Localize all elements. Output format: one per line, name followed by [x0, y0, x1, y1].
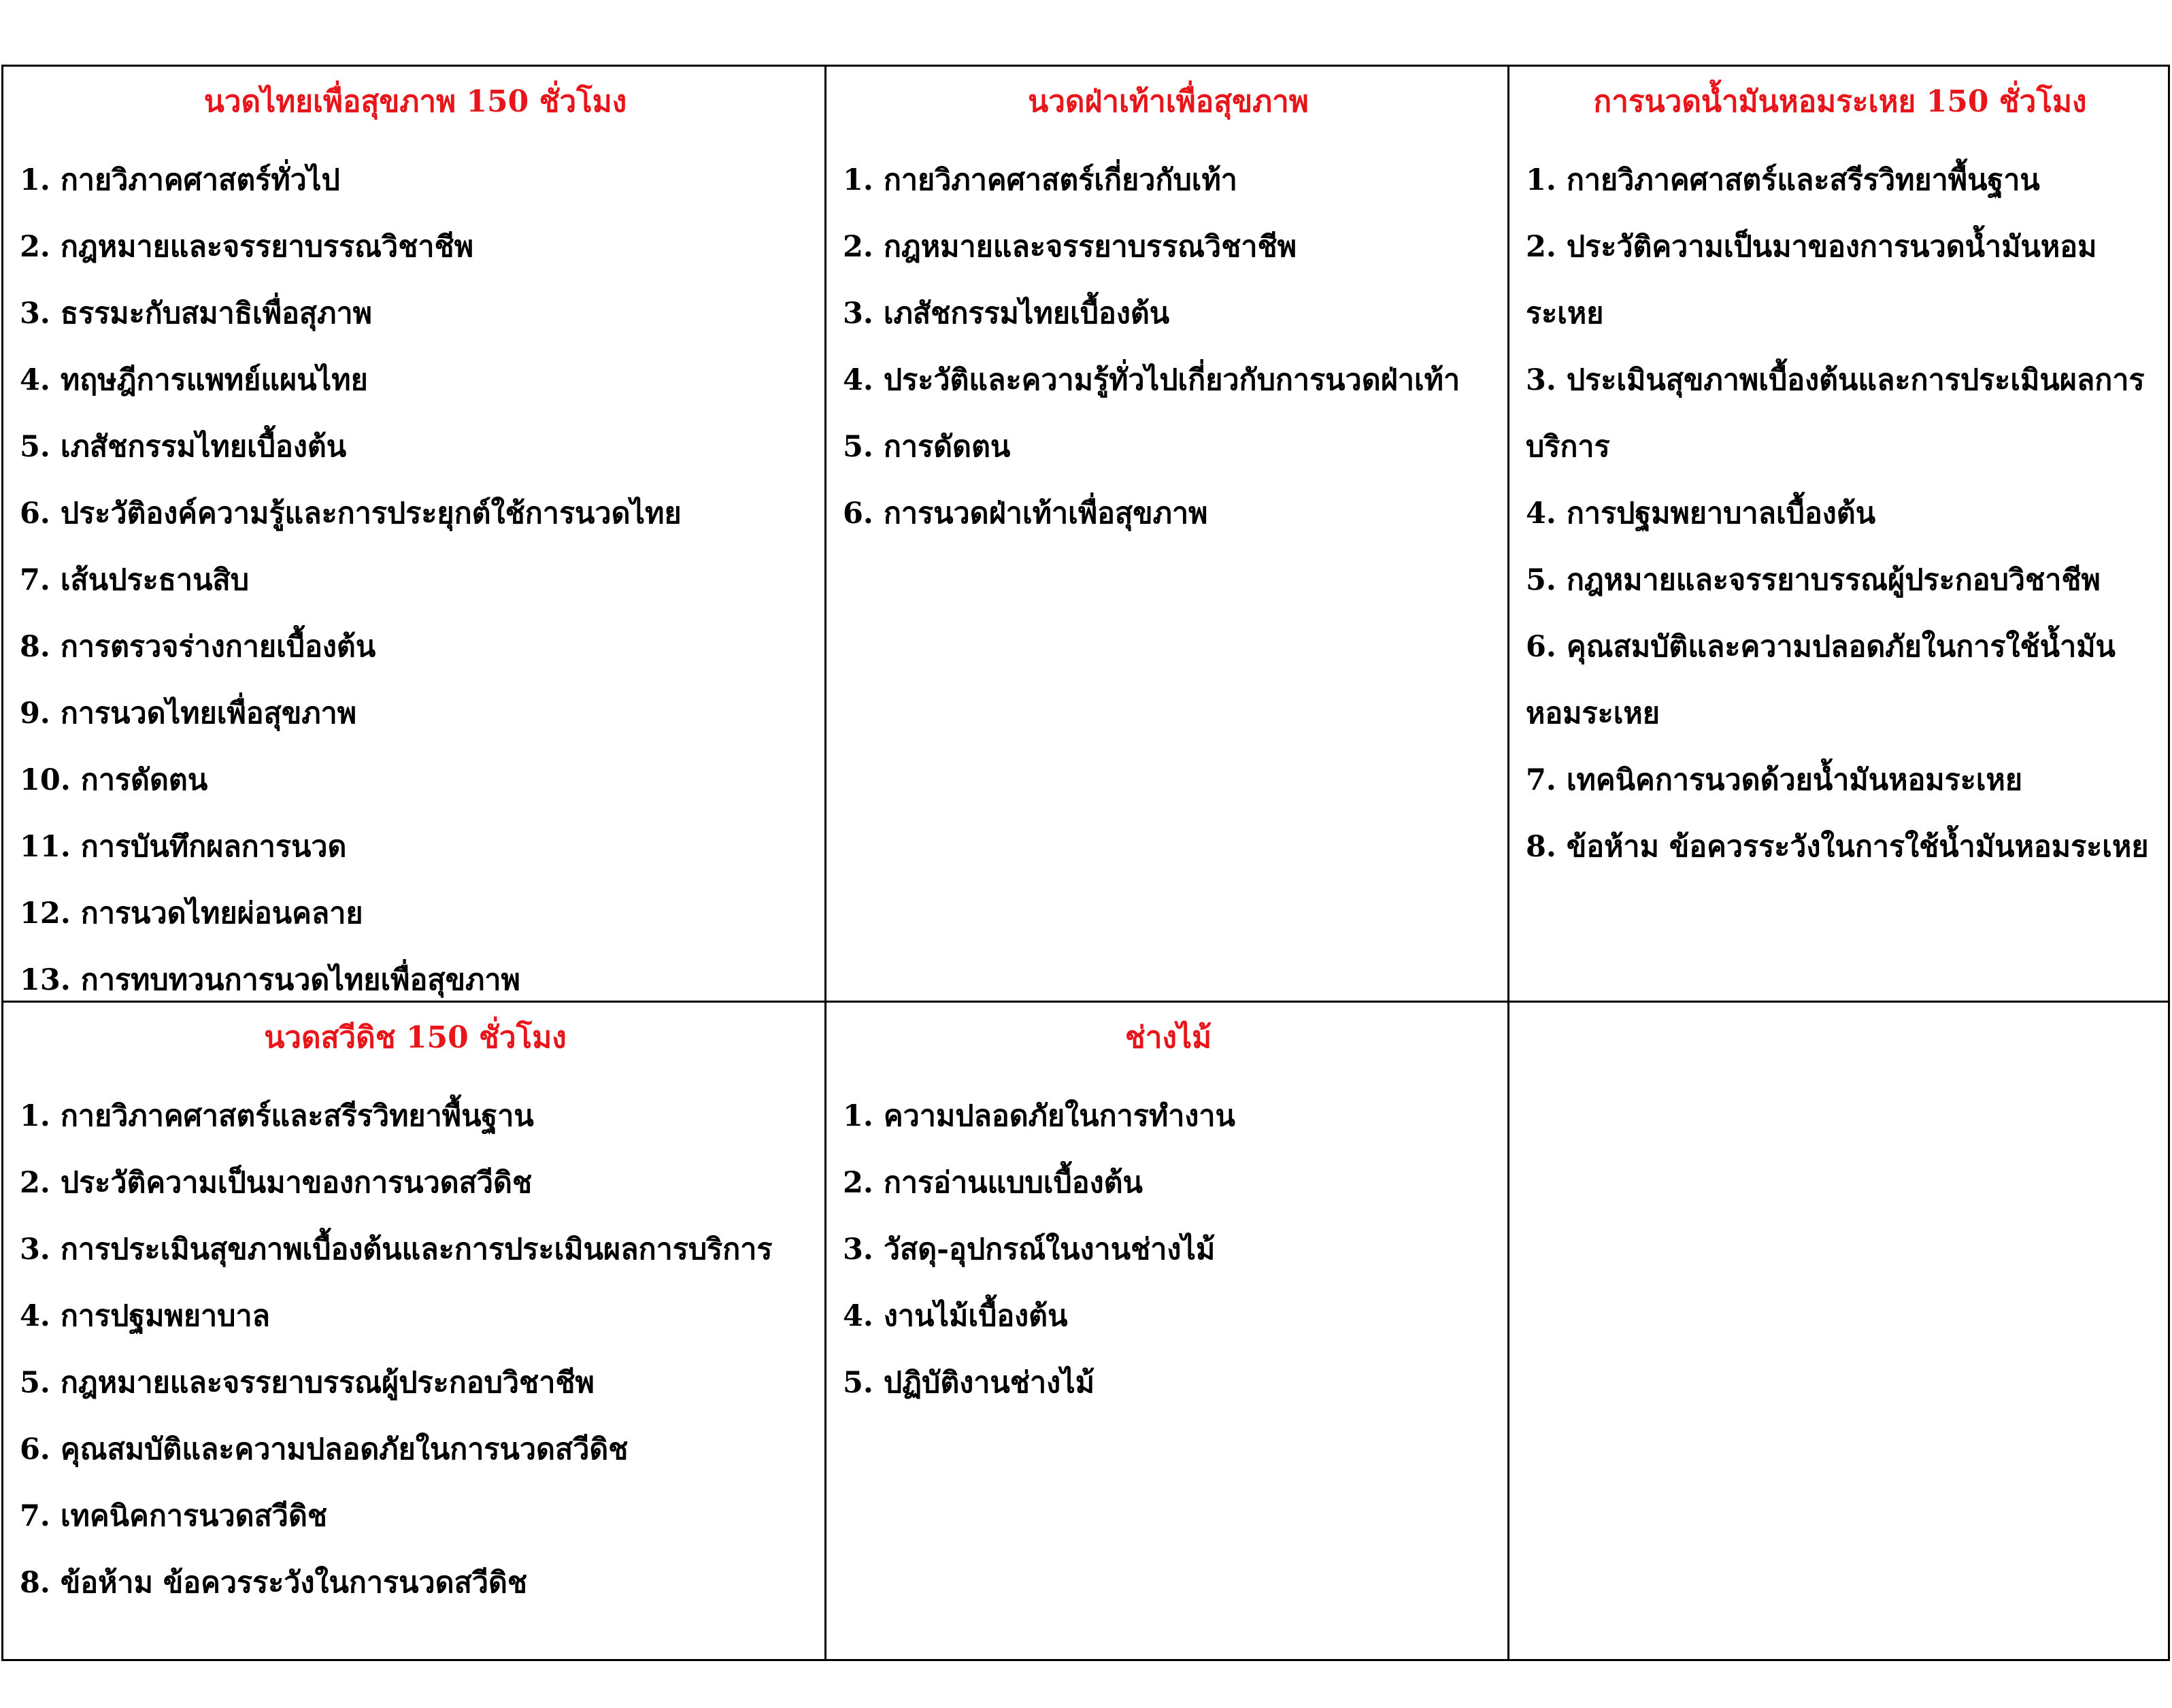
course-table	[1, 65, 2170, 1661]
course-item-list	[20, 1083, 811, 1616]
course-item: 2. ประวัติความเป็นมาของการนวดสวีดิช	[20, 1166, 533, 1200]
course-item: 4. งานไม้เบื้องต้น	[843, 1299, 1068, 1333]
course-cell-foot-massage	[826, 67, 1509, 1003]
course-item-list	[843, 1083, 1494, 1416]
course-item: 6. คุณสมบัติและความปลอดภัยในการใช้น้ำมันหอมระเหย	[1526, 630, 2116, 731]
course-title: นวดฝ่าเท้าเพื่อสุขภาพ	[1028, 84, 1309, 119]
course-title: นวดสวีดิช 150 ชั่วโมง	[264, 1020, 567, 1055]
course-item: 9. การนวดไทยเพื่อสุขภาพ	[20, 697, 357, 731]
course-item: 10. การดัดตน	[20, 763, 208, 797]
course-item: 4. ทฤษฎีการแพทย์แผนไทย	[20, 363, 368, 397]
empty-cell	[1509, 1003, 2168, 1659]
course-item: 3. วัสดุ-อุปกรณ์ในงานช่างไม้	[843, 1233, 1216, 1267]
course-item: 11. การบันทึกผลการนวด	[20, 830, 347, 864]
course-item-list	[20, 147, 811, 1003]
course-item-list	[1526, 147, 2154, 880]
course-item: 7. เทคนิคการนวดด้วยน้ำมันหอมระเหย	[1526, 763, 2023, 797]
course-item: 3. การประเมินสุขภาพเบื้องต้นและการประเมินผลการบริการ	[20, 1233, 773, 1267]
course-item: 2. กฎหมายและจรรยาบรรณวิชาชีพ	[843, 230, 1297, 264]
course-item: 5. กฎหมายและจรรยาบรรณผู้ประกอบวิชาชีพ	[20, 1366, 595, 1400]
course-item: 4. การปฐมพยาบาลเบื้องต้น	[1526, 497, 1876, 531]
course-item-list	[843, 147, 1494, 547]
course-item: 8. ข้อห้าม ข้อควรระวังในการใช้น้ำมันหอมระเหย	[1526, 830, 2149, 864]
course-item: 2. การอ่านแบบเบื้องต้น	[843, 1166, 1143, 1200]
course-item: 4. ประวัติและความรู้ทั่วไปเกี่ยวกับการนวดฝ่าเท้า	[843, 363, 1460, 397]
course-item: 5. กฎหมายและจรรยาบรรณผู้ประกอบวิชาชีพ	[1526, 563, 2101, 597]
course-title: นวดไทยเพื่อสุขภาพ 150 ชั่วโมง	[203, 84, 627, 119]
course-item: 3. ประเมินสุขภาพเบื้องต้นและการประเมินผลการบริการ	[1526, 363, 2145, 464]
course-item: 8. การตรวจร่างกายเบื้องต้น	[20, 630, 376, 664]
course-item: 2. ประวัติความเป็นมาของการนวดน้ำมันหอมระเหย	[1526, 230, 2097, 331]
course-item: 7. เทคนิคการนวดสวีดิช	[20, 1499, 328, 1533]
course-cell-thai-massage	[3, 67, 826, 1003]
course-item: 7. เส้นประธานสิบ	[20, 563, 250, 597]
course-title: ช่างไม้	[1124, 1020, 1212, 1055]
course-cell-carpentry	[826, 1003, 1509, 1659]
course-item: 8. ข้อห้าม ข้อควรระวังในการนวดสวีดิช	[20, 1566, 528, 1600]
course-item: 12. การนวดไทยผ่อนคลาย	[20, 897, 363, 931]
course-item: 2. กฎหมายและจรรยาบรรณวิชาชีพ	[20, 230, 474, 264]
course-item: 1. กายวิภาคศาสตร์ทั่วไป	[20, 163, 340, 197]
course-cell-aroma-massage	[1509, 67, 2168, 1003]
course-item: 5. เภสัชกรรมไทยเบื้องต้น	[20, 430, 347, 464]
course-item: 1. กายวิภาคศาสตร์และสรีรวิทยาพื้นฐาน	[20, 1099, 534, 1133]
course-item: 6. คุณสมบัติและความปลอดภัยในการนวดสวีดิช	[20, 1433, 629, 1467]
course-item: 5. ปฏิบัติงานช่างไม้	[843, 1366, 1095, 1400]
course-item: 1. กายวิภาคศาสตร์เกี่ยวกับเท้า	[843, 163, 1237, 197]
course-item: 3. ธรรมะกับสมาธิเพื่อสุภาพ	[20, 297, 372, 331]
course-item: 3. เภสัชกรรมไทยเบื้องต้น	[843, 297, 1170, 331]
course-item: 13. การทบทวนการนวดไทยเพื่อสุขภาพ	[20, 963, 520, 997]
course-item: 6. ประวัติองค์ความรู้และการประยุกต์ใช้การนวดไทย	[20, 497, 682, 531]
course-item: 4. การปฐมพยาบาล	[20, 1299, 270, 1333]
course-title: การนวดน้ำมันหอมระเหย 150 ชั่วโมง	[1593, 84, 2087, 119]
course-item: 6. การนวดฝ่าเท้าเพื่อสุขภาพ	[843, 497, 1208, 531]
course-item: 1. ความปลอดภัยในการทำงาน	[843, 1099, 1235, 1133]
course-item: 1. กายวิภาคศาสตร์และสรีรวิทยาพื้นฐาน	[1526, 163, 2040, 197]
course-item: 5. การดัดตน	[843, 430, 1011, 464]
course-cell-swedish-massage	[3, 1003, 826, 1659]
